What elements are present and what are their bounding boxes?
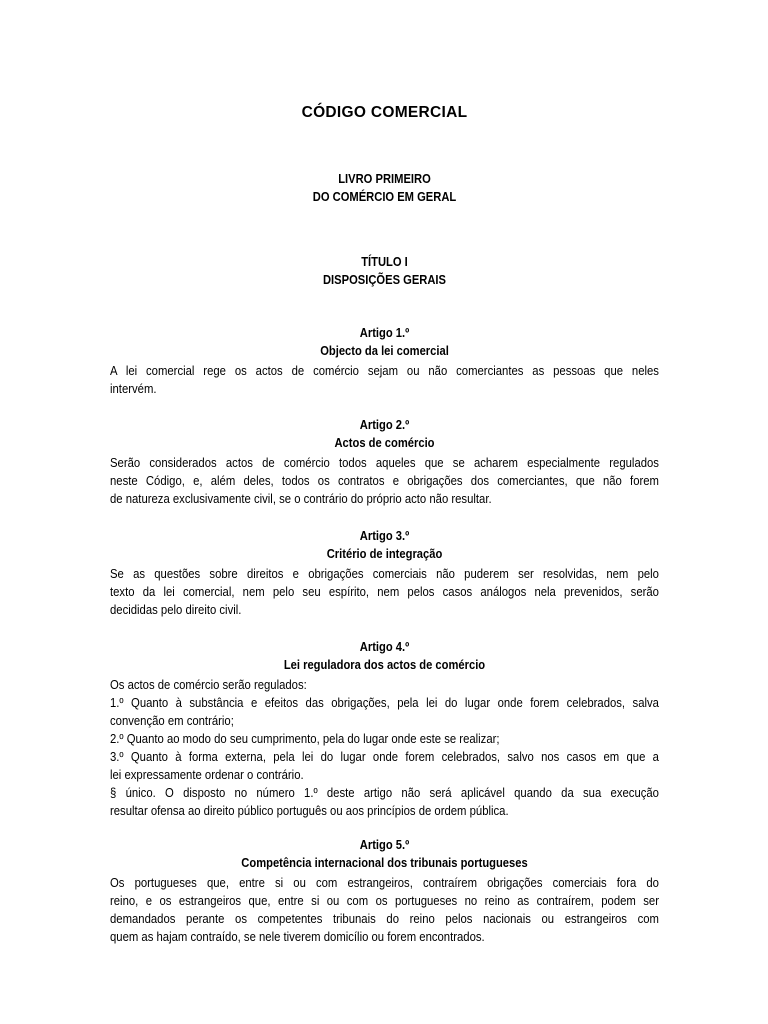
article-body: [110, 676, 659, 820]
article-heading: Actos de comércio: [334, 435, 435, 450]
article-number: Artigo 1.º: [359, 325, 410, 340]
article-line: de natureza exclusivamente civil, se o contrário do próprio acto não resultar.: [110, 491, 492, 506]
article-body: [110, 362, 659, 398]
article-number: Artigo 3.º: [359, 528, 410, 543]
article-heading: Critério de integração: [326, 546, 443, 561]
article-line: 1.º Quanto à substância e efeitos das obrigações, pela lei do lugar onde forem celebrados, salva: [110, 695, 659, 710]
article-line: intervém.: [110, 381, 157, 396]
article-line: quem as hajam contraído, se nele tiverem domicílio ou forem encontrados.: [110, 929, 485, 944]
article-line: neste Código, e, além deles, todos os contratos e obrigações dos comerciantes, que não forem: [110, 473, 659, 488]
document-title: CÓDIGO COMERCIAL: [301, 104, 468, 121]
article-line: Os actos de comércio serão regulados:: [110, 677, 307, 692]
article-line: 2.º Quanto ao modo do seu cumprimento, pela do lugar onde este se realizar;: [110, 731, 500, 746]
article-line: demandados perante os competentes tribunais do reino pelos nacionais ou estrangeiros com: [110, 911, 659, 926]
article-line: A lei comercial rege os actos de comércio sejam ou não comerciantes as pessoas que neles: [110, 363, 659, 378]
article-2: [110, 416, 659, 508]
article-number: Artigo 5.º: [359, 837, 410, 852]
book-heading-line1: LIVRO PRIMEIRO: [338, 171, 431, 186]
article-line: reino, e os estrangeiros que, entre si ou com os portugueses no reino as contraírem, podem ser: [110, 893, 659, 908]
article-heading: Objecto da lei comercial: [320, 343, 449, 358]
article-line: Os portugueses que, entre si ou com estrangeiros, contraírem obrigações comerciais fora do: [110, 875, 659, 890]
article-line: lei expressamente ordenar o contrário.: [110, 767, 304, 782]
article-3: [110, 527, 659, 619]
book-heading-line2: DO COMÉRCIO EM GERAL: [312, 189, 457, 204]
article-body: [110, 565, 659, 619]
article-body: [110, 874, 659, 946]
article-4: [110, 638, 659, 820]
article-heading: Lei reguladora dos actos de comércio: [283, 657, 486, 672]
article-body: [110, 454, 659, 508]
article-1: [110, 324, 659, 398]
article-5: [110, 836, 659, 946]
article-line: Serão considerados actos de comércio todos aqueles que se acharem especialmente regulados: [110, 455, 659, 470]
article-line: texto da lei comercial, nem pelo seu espírito, nem pelos casos análogos nela prevenidos, serão: [110, 584, 659, 599]
section-heading-line1: TÍTULO I: [361, 254, 408, 269]
section-heading: [148, 253, 620, 289]
article-line: § único. O disposto no número 1.º deste artigo não será aplicável quando da sua execução: [110, 785, 659, 800]
section-heading-line2: DISPOSIÇÕES GERAIS: [322, 272, 447, 287]
article-line: convenção em contrário;: [110, 713, 234, 728]
article-line: Se as questões sobre direitos e obrigações comerciais não puderem ser resolvidas, nem pelo: [110, 566, 659, 581]
article-line: 3.º Quanto à forma externa, pela lei do lugar onde forem celebrados, salvo nos casos em que a: [110, 749, 659, 764]
article-heading: Competência internacional dos tribunais portugueses: [241, 855, 528, 870]
article-line: resultar ofensa ao direito público português ou aos princípios de ordem pública.: [110, 803, 509, 818]
article-number: Artigo 4.º: [359, 639, 410, 654]
article-number: Artigo 2.º: [359, 417, 410, 432]
article-line: decididas pelo direito civil.: [110, 602, 242, 617]
book-heading: [148, 170, 620, 206]
